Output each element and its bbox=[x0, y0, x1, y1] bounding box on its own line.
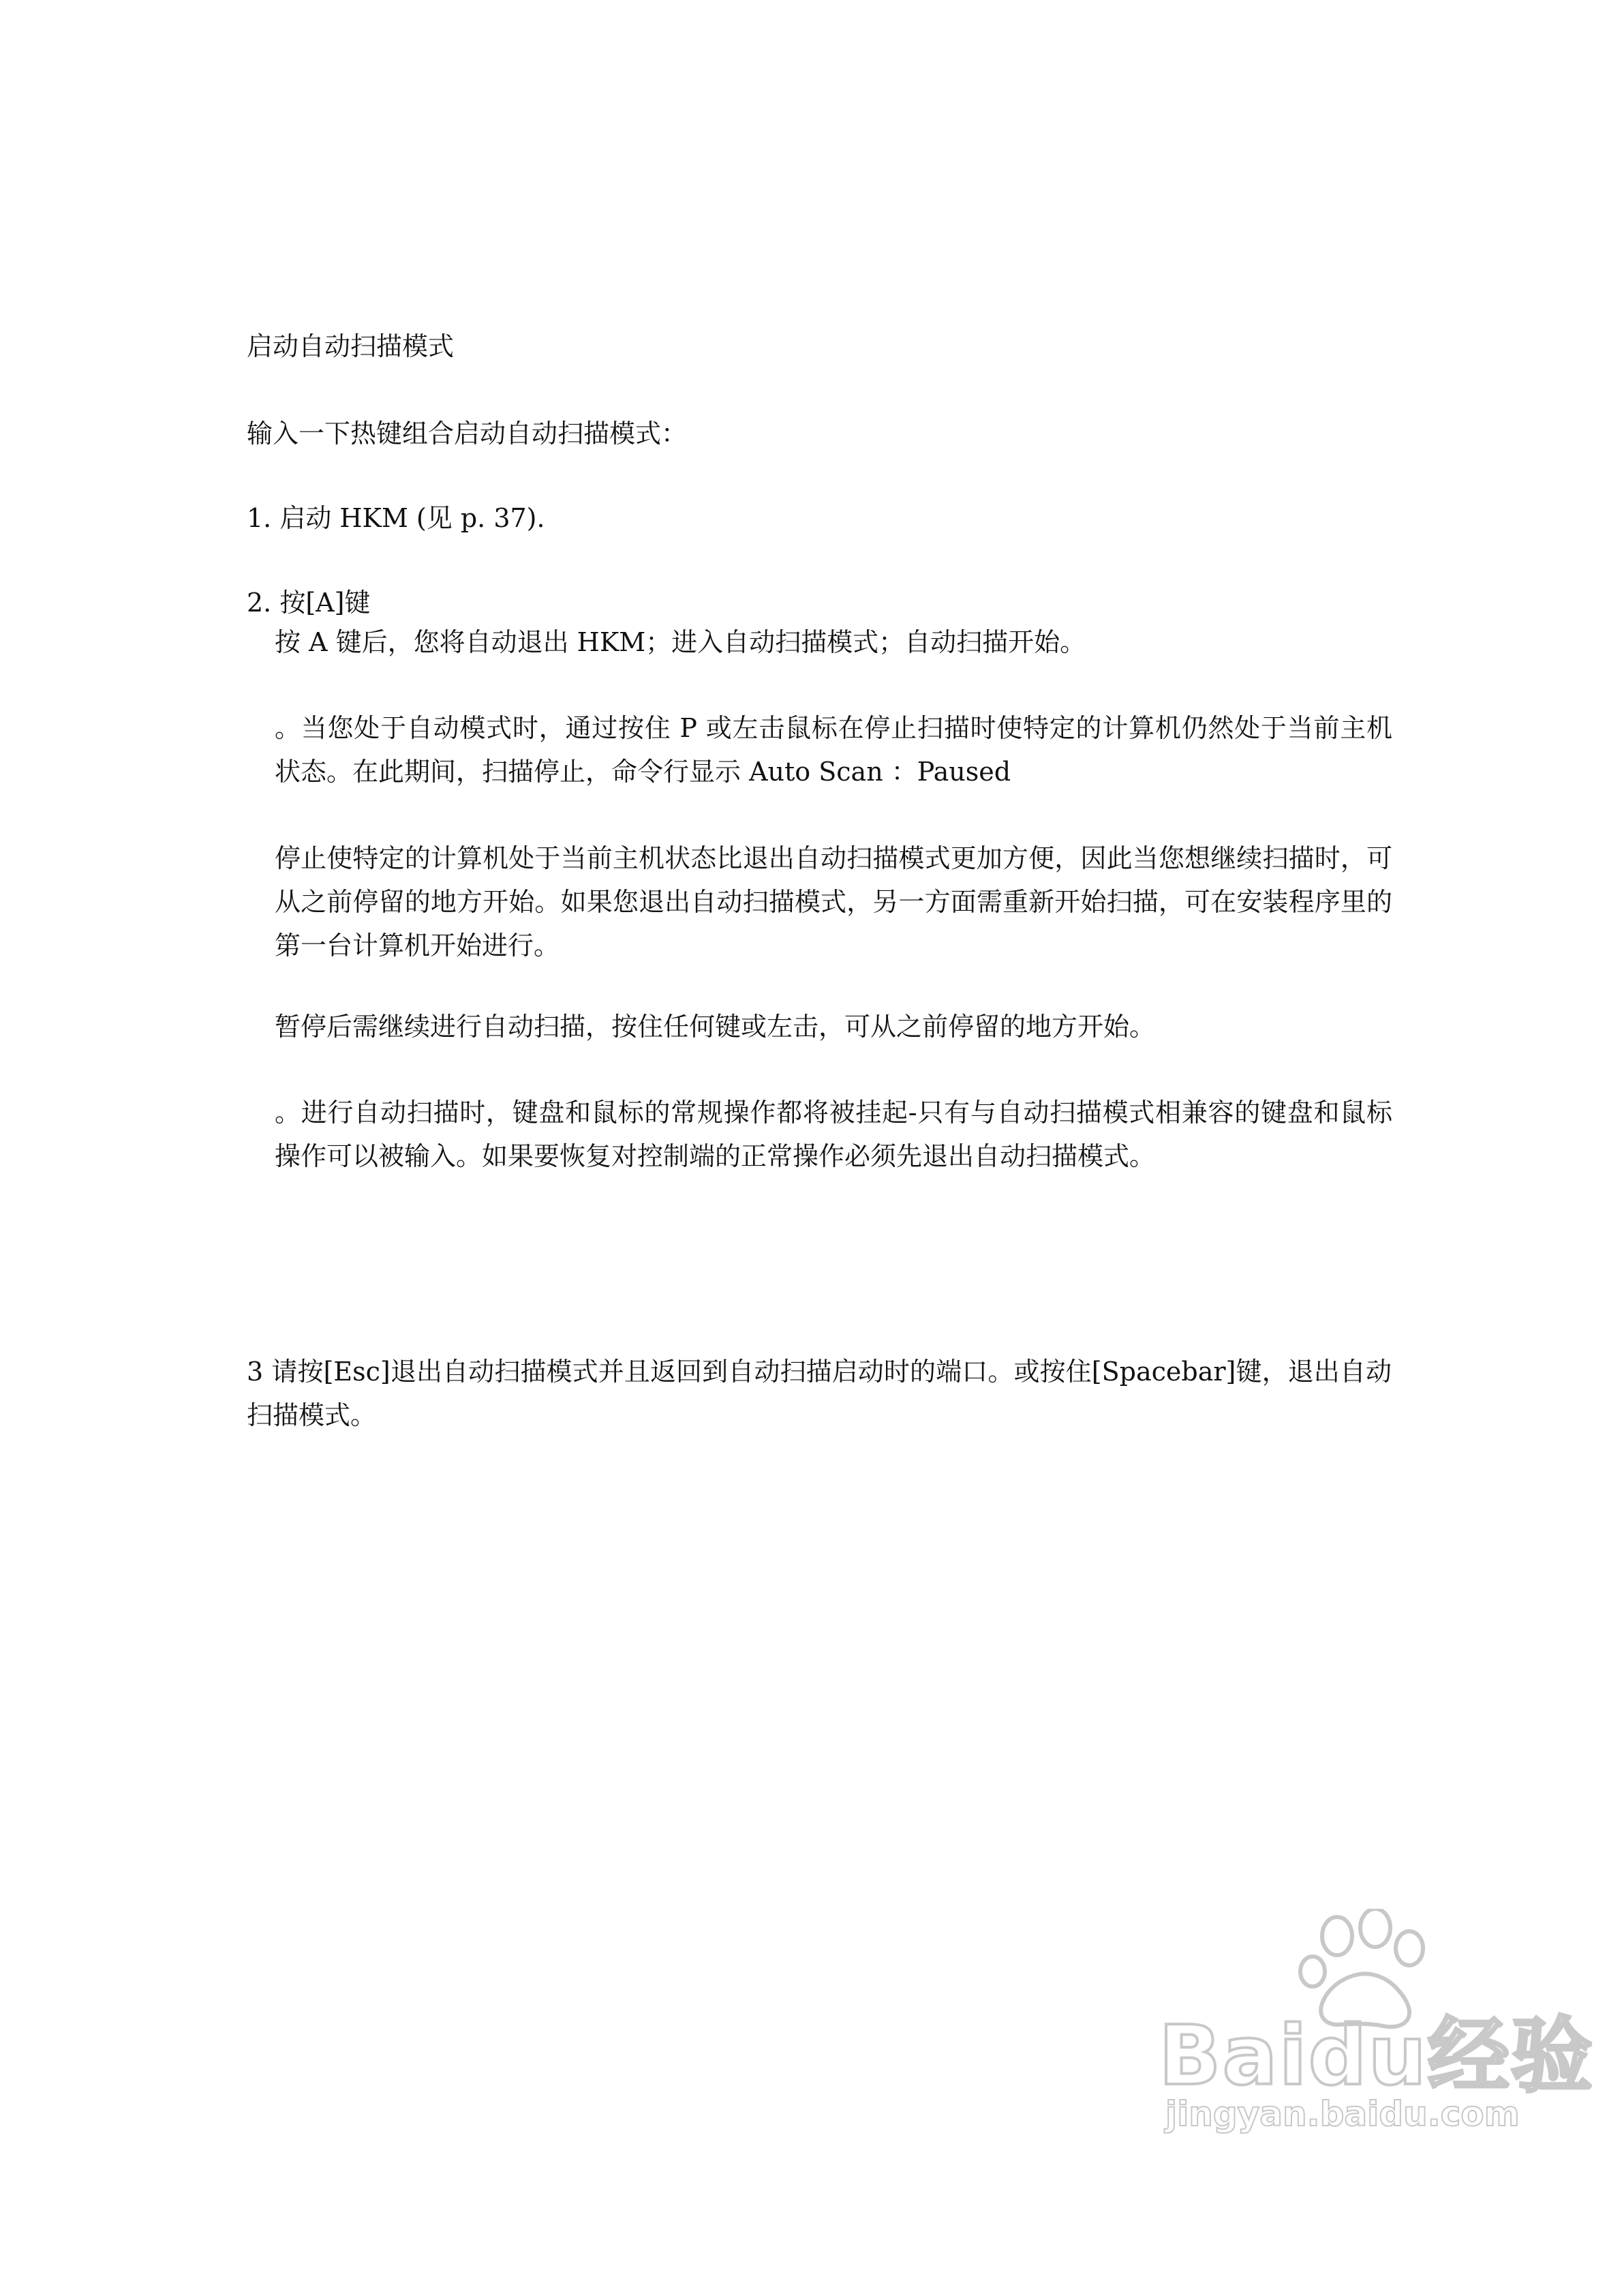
step-2-paragraph-5: 。进行自动扫描时，键盘和鼠标的常规操作都将被挂起-只有与自动扫描模式相兼容的键盘和鼠标操作可以被输入。如果要恢复对控制端的正常操作必须先退出自动扫描模式。 bbox=[275, 1098, 1392, 1171]
step-2-paragraph-4: 暂停后需继续进行自动扫描，按住任何键或左击，可从之前停留的地方开始。 bbox=[275, 1012, 1156, 1042]
watermark-url: jingyan.baidu.com bbox=[1165, 2094, 1520, 2134]
step-1: 1. 启动 HKM (见 p. 37). bbox=[247, 503, 545, 533]
step-2-paragraph-2: 。当您处于自动模式时，通过按住 P 或左击鼠标在停止扫描时使特定的计算机仍然处于当前主机状态。在此期间，扫描停止，命令行显示 Auto Scan ：Paused bbox=[275, 713, 1392, 787]
intro-text: 输入一下热键组合启动自动扫描模式： bbox=[247, 419, 688, 449]
step-2-paragraph-3: 停止使特定的计算机处于当前主机状态比退出自动扫描模式更加方便，因此当您想继续扫描时，可从之前停留的地方开始。如果您退出自动扫描模式，另一方面需重新开始扫描，可在安装程序里的第一台计算机开始进行。 bbox=[275, 843, 1392, 961]
document-heading: 启动自动扫描模式 bbox=[247, 331, 455, 361]
baidu-watermark bbox=[1152, 1895, 1594, 2141]
watermark-brand: Baidu经验 bbox=[1159, 2009, 1594, 2104]
step-2-paragraph-1: 按 A 键后，您将自动退出 HKM；进入自动扫描模式；自动扫描开始。 bbox=[275, 627, 1086, 657]
step-3: 3 请按[Esc]退出自动扫描模式并且返回到自动扫描启动时的端口。或按住[Spacebar]键，退出自动扫描模式。 bbox=[247, 1357, 1392, 1430]
step-2: 2. 按[A]键 bbox=[247, 588, 371, 618]
